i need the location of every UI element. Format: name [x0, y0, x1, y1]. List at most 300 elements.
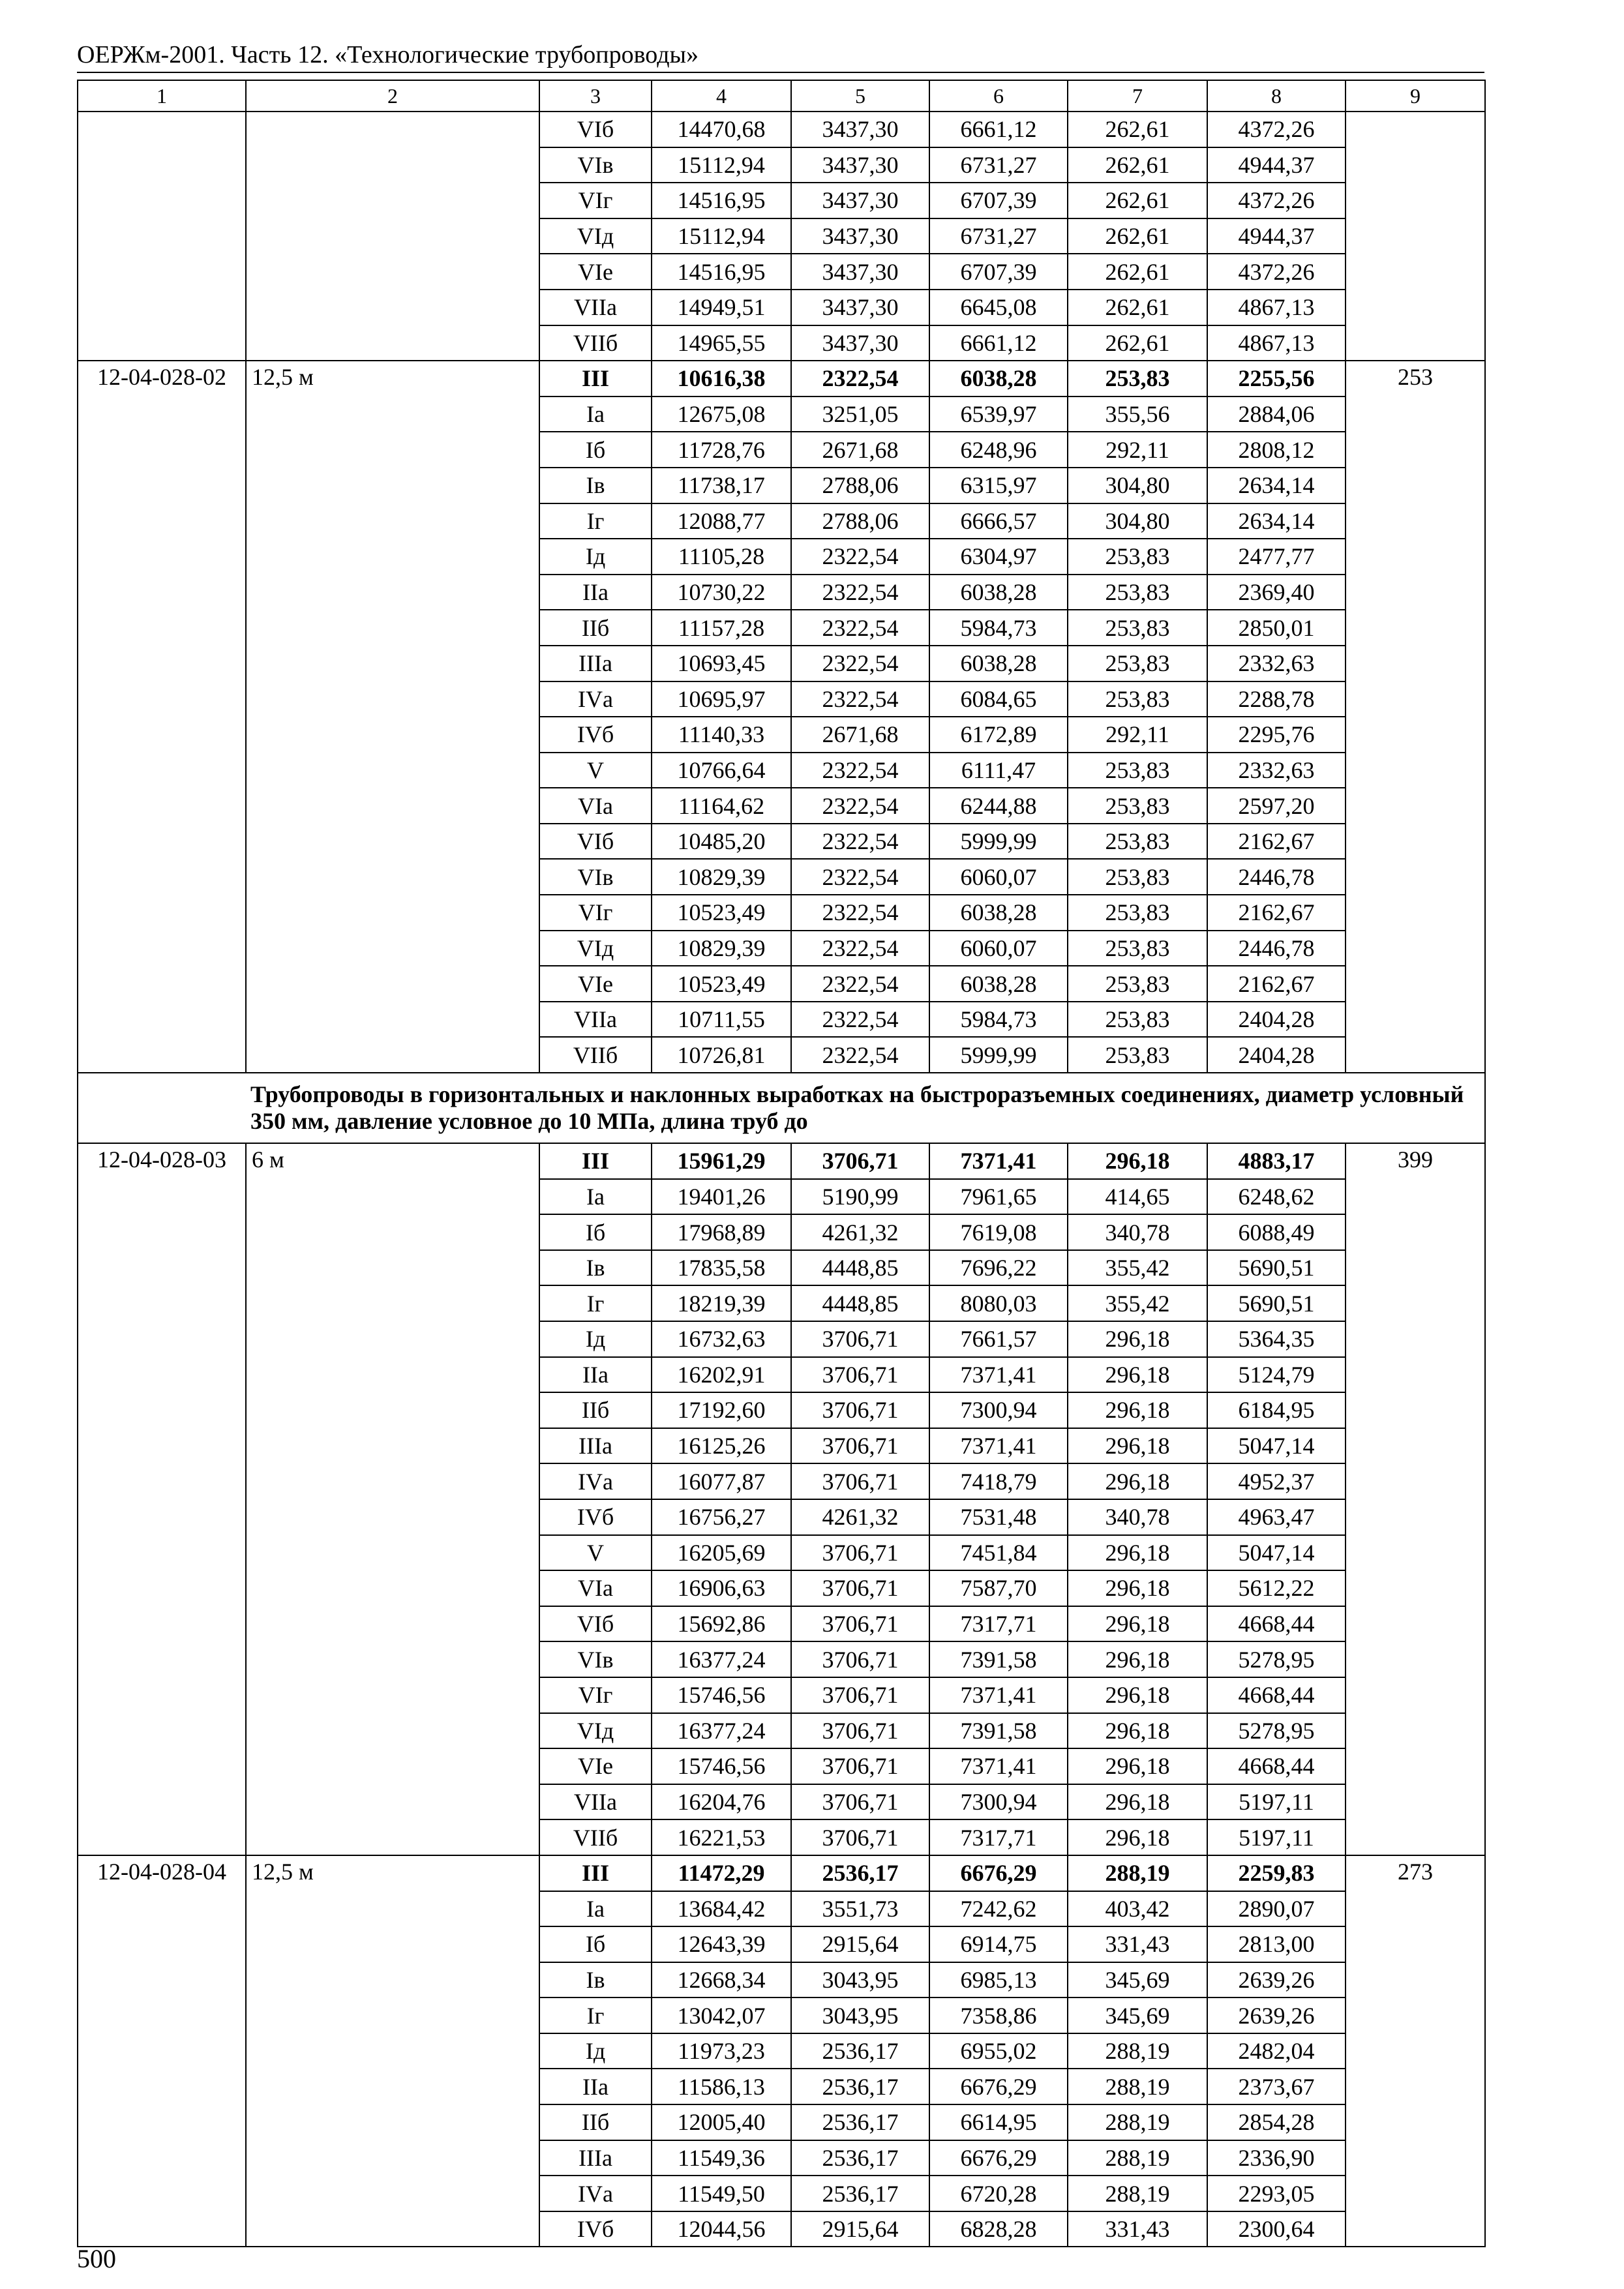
price-value: 4668,44	[1207, 1748, 1346, 1784]
zone-label: IVа	[539, 2176, 652, 2211]
price-value: 6060,07	[929, 931, 1068, 966]
zone-label: Iб	[539, 1926, 652, 1962]
price-value: 340,78	[1068, 1214, 1207, 1250]
table-row	[78, 361, 1485, 396]
price-value: 2446,78	[1207, 931, 1346, 966]
price-value: 5197,11	[1207, 1784, 1346, 1820]
price-value: 2639,26	[1207, 1962, 1346, 1998]
price-value: 16906,63	[652, 1570, 791, 1606]
price-value: 10711,55	[652, 1002, 791, 1038]
price-value: 19401,26	[652, 1179, 791, 1215]
price-value: 288,19	[1068, 2069, 1207, 2104]
price-value: 3706,71	[791, 1819, 929, 1855]
price-value: 296,18	[1068, 1748, 1207, 1784]
price-value: 11157,28	[652, 610, 791, 646]
price-value: 6244,88	[929, 788, 1068, 824]
column-number: 1	[78, 80, 246, 112]
price-value: 12005,40	[652, 2104, 791, 2140]
zone-label: IVб	[539, 1499, 652, 1535]
zone-label: IVб	[539, 717, 652, 753]
price-value: 4944,37	[1207, 218, 1346, 254]
price-value: 2322,54	[791, 610, 929, 646]
price-value: 6985,13	[929, 1962, 1068, 1998]
price-value: 7317,71	[929, 1819, 1068, 1855]
price-value: 2259,83	[1207, 1855, 1346, 1891]
price-value: 6666,57	[929, 503, 1068, 539]
price-value: 262,61	[1068, 325, 1207, 361]
price-value: 10829,39	[652, 859, 791, 895]
price-value: 2634,14	[1207, 503, 1346, 539]
price-value: 4883,17	[1207, 1143, 1346, 1179]
price-value: 12044,56	[652, 2211, 791, 2247]
zone-label: Iв	[539, 1250, 652, 1286]
work-name: 12,5 м	[246, 1855, 539, 2247]
price-value: 3551,73	[791, 1891, 929, 1927]
price-value: 10485,20	[652, 824, 791, 860]
price-value: 6248,62	[1207, 1179, 1346, 1215]
price-value: 296,18	[1068, 1570, 1207, 1606]
price-value: 296,18	[1068, 1392, 1207, 1428]
price-value: 7619,08	[929, 1214, 1068, 1250]
zone-label: VIг	[539, 1677, 652, 1713]
price-value: 3706,71	[791, 1392, 929, 1428]
zone-label: IIб	[539, 610, 652, 646]
price-value: 262,61	[1068, 218, 1207, 254]
price-value: 12088,77	[652, 503, 791, 539]
price-value: 6707,39	[929, 254, 1068, 290]
price-value: 2446,78	[1207, 859, 1346, 895]
price-value: 355,56	[1068, 396, 1207, 432]
price-value: 2536,17	[791, 2033, 929, 2069]
section-row	[78, 1073, 1485, 1143]
price-value: 253,83	[1068, 610, 1207, 646]
price-value: 2404,28	[1207, 1037, 1346, 1073]
price-value: 4448,85	[791, 1250, 929, 1286]
zone-label: IIIа	[539, 646, 652, 681]
zone-label: VIа	[539, 1570, 652, 1606]
unit-value: 253	[1346, 361, 1485, 1073]
price-value: 11973,23	[652, 2033, 791, 2069]
price-value: 6661,12	[929, 325, 1068, 361]
price-value: 253,83	[1068, 824, 1207, 860]
price-value: 15692,86	[652, 1606, 791, 1642]
price-value: 5278,95	[1207, 1641, 1346, 1677]
price-value: 296,18	[1068, 1428, 1207, 1464]
column-number-row	[78, 80, 1485, 112]
price-value: 2788,06	[791, 468, 929, 503]
price-table	[77, 80, 1486, 2247]
rate-code: 12-04-028-02	[78, 361, 246, 1073]
price-value: 4963,47	[1207, 1499, 1346, 1535]
price-value: 7358,86	[929, 1997, 1068, 2033]
price-value: 4867,13	[1207, 290, 1346, 325]
price-value: 2162,67	[1207, 824, 1346, 860]
price-value: 262,61	[1068, 112, 1207, 147]
column-number: 6	[929, 80, 1068, 112]
zone-label: Iв	[539, 468, 652, 503]
price-value: 253,83	[1068, 1002, 1207, 1038]
price-value: 3251,05	[791, 396, 929, 432]
price-value: 253,83	[1068, 859, 1207, 895]
column-number: 3	[539, 80, 652, 112]
zone-label: VIе	[539, 966, 652, 1002]
price-value: 16221,53	[652, 1819, 791, 1855]
price-value: 12643,39	[652, 1926, 791, 1962]
zone-label: VIб	[539, 112, 652, 147]
zone-label: VIб	[539, 824, 652, 860]
price-value: 3706,71	[791, 1535, 929, 1571]
price-value: 6614,95	[929, 2104, 1068, 2140]
zone-label: Iд	[539, 1321, 652, 1357]
price-value: 6315,97	[929, 468, 1068, 503]
price-value: 296,18	[1068, 1535, 1207, 1571]
price-value: 11472,29	[652, 1855, 791, 1891]
price-value: 15961,29	[652, 1143, 791, 1179]
price-value: 5278,95	[1207, 1713, 1346, 1749]
price-value: 2854,28	[1207, 2104, 1346, 2140]
price-value: 2404,28	[1207, 1002, 1346, 1038]
price-value: 7391,58	[929, 1713, 1068, 1749]
price-value: 10766,64	[652, 753, 791, 788]
price-value: 11586,13	[652, 2069, 791, 2104]
price-value: 3437,30	[791, 325, 929, 361]
price-value: 14516,95	[652, 183, 791, 218]
zone-label: VIе	[539, 1748, 652, 1784]
price-value: 4372,26	[1207, 112, 1346, 147]
zone-label: IVа	[539, 1463, 652, 1499]
price-value: 5190,99	[791, 1179, 929, 1215]
rate-code	[78, 112, 246, 361]
price-value: 6038,28	[929, 895, 1068, 931]
price-value: 6088,49	[1207, 1214, 1346, 1250]
price-value: 296,18	[1068, 1677, 1207, 1713]
price-value: 7371,41	[929, 1357, 1068, 1393]
price-value: 296,18	[1068, 1463, 1207, 1499]
price-value: 11140,33	[652, 717, 791, 753]
price-value: 355,42	[1068, 1285, 1207, 1321]
price-value: 6038,28	[929, 966, 1068, 1002]
price-value: 4668,44	[1207, 1677, 1346, 1713]
zone-label: IIб	[539, 1392, 652, 1428]
price-value: 16732,63	[652, 1321, 791, 1357]
table-body	[78, 80, 1485, 2247]
zone-label: Iг	[539, 1997, 652, 2033]
price-value: 253,83	[1068, 895, 1207, 931]
price-value: 4261,32	[791, 1214, 929, 1250]
price-value: 5364,35	[1207, 1321, 1346, 1357]
zone-label: V	[539, 1535, 652, 1571]
price-value: 2477,77	[1207, 539, 1346, 575]
zone-label: III	[539, 1855, 652, 1891]
price-value: 296,18	[1068, 1641, 1207, 1677]
header-rule	[77, 72, 1484, 73]
price-value: 3706,71	[791, 1606, 929, 1642]
price-value: 4944,37	[1207, 147, 1346, 183]
price-value: 2634,14	[1207, 468, 1346, 503]
zone-label: VIIа	[539, 1784, 652, 1820]
price-value: 3706,71	[791, 1570, 929, 1606]
zone-label: IIб	[539, 2104, 652, 2140]
column-number: 5	[791, 80, 929, 112]
price-value: 6084,65	[929, 681, 1068, 717]
zone-label: Iа	[539, 1891, 652, 1927]
price-value: 3437,30	[791, 254, 929, 290]
price-value: 7531,48	[929, 1499, 1068, 1535]
work-name	[246, 112, 539, 361]
page-header: ОЕРЖм-2001. Часть 12. «Технологические трубопроводы»	[77, 41, 699, 68]
unit-value: 273	[1346, 1855, 1485, 2247]
price-value: 11105,28	[652, 539, 791, 575]
price-value: 16377,24	[652, 1641, 791, 1677]
price-value: 5612,22	[1207, 1570, 1346, 1606]
price-value: 16077,87	[652, 1463, 791, 1499]
price-value: 2322,54	[791, 895, 929, 931]
price-value: 7317,71	[929, 1606, 1068, 1642]
price-value: 10695,97	[652, 681, 791, 717]
price-value: 296,18	[1068, 1784, 1207, 1820]
price-value: 10693,45	[652, 646, 791, 681]
price-value: 16205,69	[652, 1535, 791, 1571]
zone-label: IIа	[539, 1357, 652, 1393]
price-value: 4952,37	[1207, 1463, 1346, 1499]
price-value: 2162,67	[1207, 966, 1346, 1002]
price-value: 7300,94	[929, 1784, 1068, 1820]
price-value: 2915,64	[791, 2211, 929, 2247]
price-value: 262,61	[1068, 147, 1207, 183]
price-value: 2671,68	[791, 432, 929, 468]
price-value: 2671,68	[791, 717, 929, 753]
price-value: 2884,06	[1207, 396, 1346, 432]
price-value: 253,83	[1068, 753, 1207, 788]
price-value: 6955,02	[929, 2033, 1068, 2069]
price-value: 7587,70	[929, 1570, 1068, 1606]
column-number: 9	[1346, 80, 1485, 112]
price-value: 2322,54	[791, 753, 929, 788]
price-value: 2293,05	[1207, 2176, 1346, 2211]
price-value: 2322,54	[791, 788, 929, 824]
zone-label: IIIа	[539, 1428, 652, 1464]
price-value: 2482,04	[1207, 2033, 1346, 2069]
price-value: 6707,39	[929, 183, 1068, 218]
price-value: 6676,29	[929, 2069, 1068, 2104]
price-value: 3706,71	[791, 1357, 929, 1393]
zone-label: VIIа	[539, 1002, 652, 1038]
price-value: 5984,73	[929, 610, 1068, 646]
price-value: 296,18	[1068, 1713, 1207, 1749]
price-value: 5984,73	[929, 1002, 1068, 1038]
price-value: 2322,54	[791, 966, 929, 1002]
price-value: 4668,44	[1207, 1606, 1346, 1642]
zone-label: VIб	[539, 1606, 652, 1642]
price-value: 2369,40	[1207, 575, 1346, 610]
price-value: 253,83	[1068, 575, 1207, 610]
price-value: 11549,36	[652, 2140, 791, 2176]
zone-label: VIг	[539, 183, 652, 218]
price-value: 292,11	[1068, 717, 1207, 753]
zone-label: VIа	[539, 788, 652, 824]
price-value: 253,83	[1068, 361, 1207, 396]
price-value: 5047,14	[1207, 1428, 1346, 1464]
zone-label: V	[539, 753, 652, 788]
price-value: 7300,94	[929, 1392, 1068, 1428]
price-value: 292,11	[1068, 432, 1207, 468]
section-title: Трубопроводы в горизонтальных и наклонных выработках на быстроразъемных соединениях, диаметр условный 350 мм, давление условное до 10 МПа, длина труб до	[78, 1073, 1485, 1143]
price-value: 3437,30	[791, 218, 929, 254]
price-value: 2536,17	[791, 2140, 929, 2176]
price-value: 296,18	[1068, 1606, 1207, 1642]
price-value: 4372,26	[1207, 183, 1346, 218]
price-value: 12675,08	[652, 396, 791, 432]
price-value: 13042,07	[652, 1997, 791, 2033]
price-value: 6184,95	[1207, 1392, 1346, 1428]
price-value: 7696,22	[929, 1250, 1068, 1286]
price-value: 14965,55	[652, 325, 791, 361]
price-value: 331,43	[1068, 2211, 1207, 2247]
price-value: 2322,54	[791, 361, 929, 396]
price-value: 5197,11	[1207, 1819, 1346, 1855]
price-value: 6661,12	[929, 112, 1068, 147]
table-row	[78, 1143, 1485, 1179]
price-value: 6111,47	[929, 753, 1068, 788]
price-value: 6914,75	[929, 1926, 1068, 1962]
zone-label: VIIб	[539, 1819, 652, 1855]
zone-label: III	[539, 1143, 652, 1179]
price-value: 296,18	[1068, 1143, 1207, 1179]
price-value: 2288,78	[1207, 681, 1346, 717]
table-row	[78, 112, 1485, 147]
price-value: 253,83	[1068, 1037, 1207, 1073]
zone-label: Iд	[539, 539, 652, 575]
price-value: 262,61	[1068, 290, 1207, 325]
zone-label: VIIб	[539, 1037, 652, 1073]
price-value: 6172,89	[929, 717, 1068, 753]
price-value: 5999,99	[929, 1037, 1068, 1073]
price-value: 3437,30	[791, 183, 929, 218]
price-value: 7961,65	[929, 1179, 1068, 1215]
price-value: 3706,71	[791, 1428, 929, 1464]
zone-label: VIд	[539, 218, 652, 254]
price-value: 2332,63	[1207, 646, 1346, 681]
price-value: 2536,17	[791, 2069, 929, 2104]
zone-label: Iг	[539, 1285, 652, 1321]
price-value: 2813,00	[1207, 1926, 1346, 1962]
price-value: 2322,54	[791, 824, 929, 860]
price-value: 17835,58	[652, 1250, 791, 1286]
price-value: 16377,24	[652, 1713, 791, 1749]
price-value: 11738,17	[652, 468, 791, 503]
price-value: 17192,60	[652, 1392, 791, 1428]
price-value: 14516,95	[652, 254, 791, 290]
price-value: 253,83	[1068, 966, 1207, 1002]
price-value: 288,19	[1068, 2140, 1207, 2176]
price-value: 2373,67	[1207, 2069, 1346, 2104]
price-value: 10616,38	[652, 361, 791, 396]
price-value: 16756,27	[652, 1499, 791, 1535]
zone-label: IVа	[539, 681, 652, 717]
price-value: 340,78	[1068, 1499, 1207, 1535]
price-value: 10523,49	[652, 895, 791, 931]
price-value: 2536,17	[791, 1855, 929, 1891]
price-value: 6645,08	[929, 290, 1068, 325]
price-value: 3437,30	[791, 290, 929, 325]
unit-value	[1346, 112, 1485, 361]
page-number: 500	[77, 2244, 116, 2273]
zone-label: Iд	[539, 2033, 652, 2069]
price-value: 288,19	[1068, 2104, 1207, 2140]
price-value: 4867,13	[1207, 325, 1346, 361]
price-value: 7391,58	[929, 1641, 1068, 1677]
price-value: 6731,27	[929, 218, 1068, 254]
price-value: 288,19	[1068, 2176, 1207, 2211]
price-value: 4448,85	[791, 1285, 929, 1321]
zone-label: Iв	[539, 1962, 652, 1998]
price-value: 296,18	[1068, 1321, 1207, 1357]
price-value: 6038,28	[929, 575, 1068, 610]
price-value: 2597,20	[1207, 788, 1346, 824]
zone-label: Iб	[539, 432, 652, 468]
price-value: 7371,41	[929, 1143, 1068, 1179]
price-value: 7371,41	[929, 1428, 1068, 1464]
column-number: 4	[652, 80, 791, 112]
price-value: 2322,54	[791, 681, 929, 717]
price-value: 16125,26	[652, 1428, 791, 1464]
price-value: 2536,17	[791, 2104, 929, 2140]
price-value: 2788,06	[791, 503, 929, 539]
price-value: 3706,71	[791, 1463, 929, 1499]
price-value: 304,80	[1068, 503, 1207, 539]
price-value: 10730,22	[652, 575, 791, 610]
price-value: 6539,97	[929, 396, 1068, 432]
price-value: 5047,14	[1207, 1535, 1346, 1571]
price-value: 6304,97	[929, 539, 1068, 575]
price-value: 3437,30	[791, 147, 929, 183]
price-value: 6676,29	[929, 2140, 1068, 2176]
price-value: 262,61	[1068, 254, 1207, 290]
price-value: 6248,96	[929, 432, 1068, 468]
price-value: 2255,56	[1207, 361, 1346, 396]
zone-label: Iа	[539, 396, 652, 432]
price-value: 3706,71	[791, 1321, 929, 1357]
price-value: 253,83	[1068, 539, 1207, 575]
price-value: 7661,57	[929, 1321, 1068, 1357]
price-value: 12668,34	[652, 1962, 791, 1998]
zone-label: IVб	[539, 2211, 652, 2247]
price-value: 2322,54	[791, 1002, 929, 1038]
rate-code: 12-04-028-04	[78, 1855, 246, 2247]
price-value: 5999,99	[929, 824, 1068, 860]
price-value: 16204,76	[652, 1784, 791, 1820]
price-value: 2322,54	[791, 539, 929, 575]
price-value: 2322,54	[791, 575, 929, 610]
price-value: 6060,07	[929, 859, 1068, 895]
price-value: 3437,30	[791, 112, 929, 147]
price-value: 6731,27	[929, 147, 1068, 183]
price-value: 2336,90	[1207, 2140, 1346, 2176]
price-value: 15112,94	[652, 218, 791, 254]
price-value: 17968,89	[652, 1214, 791, 1250]
price-value: 15746,56	[652, 1677, 791, 1713]
price-value: 296,18	[1068, 1357, 1207, 1393]
price-value: 7371,41	[929, 1748, 1068, 1784]
column-number: 8	[1207, 80, 1346, 112]
price-value: 345,69	[1068, 1997, 1207, 2033]
price-value: 14949,51	[652, 290, 791, 325]
price-value: 288,19	[1068, 1855, 1207, 1891]
zone-label: VIд	[539, 931, 652, 966]
price-value: 11549,50	[652, 2176, 791, 2211]
price-value: 16202,91	[652, 1357, 791, 1393]
table-row	[78, 1855, 1485, 1891]
